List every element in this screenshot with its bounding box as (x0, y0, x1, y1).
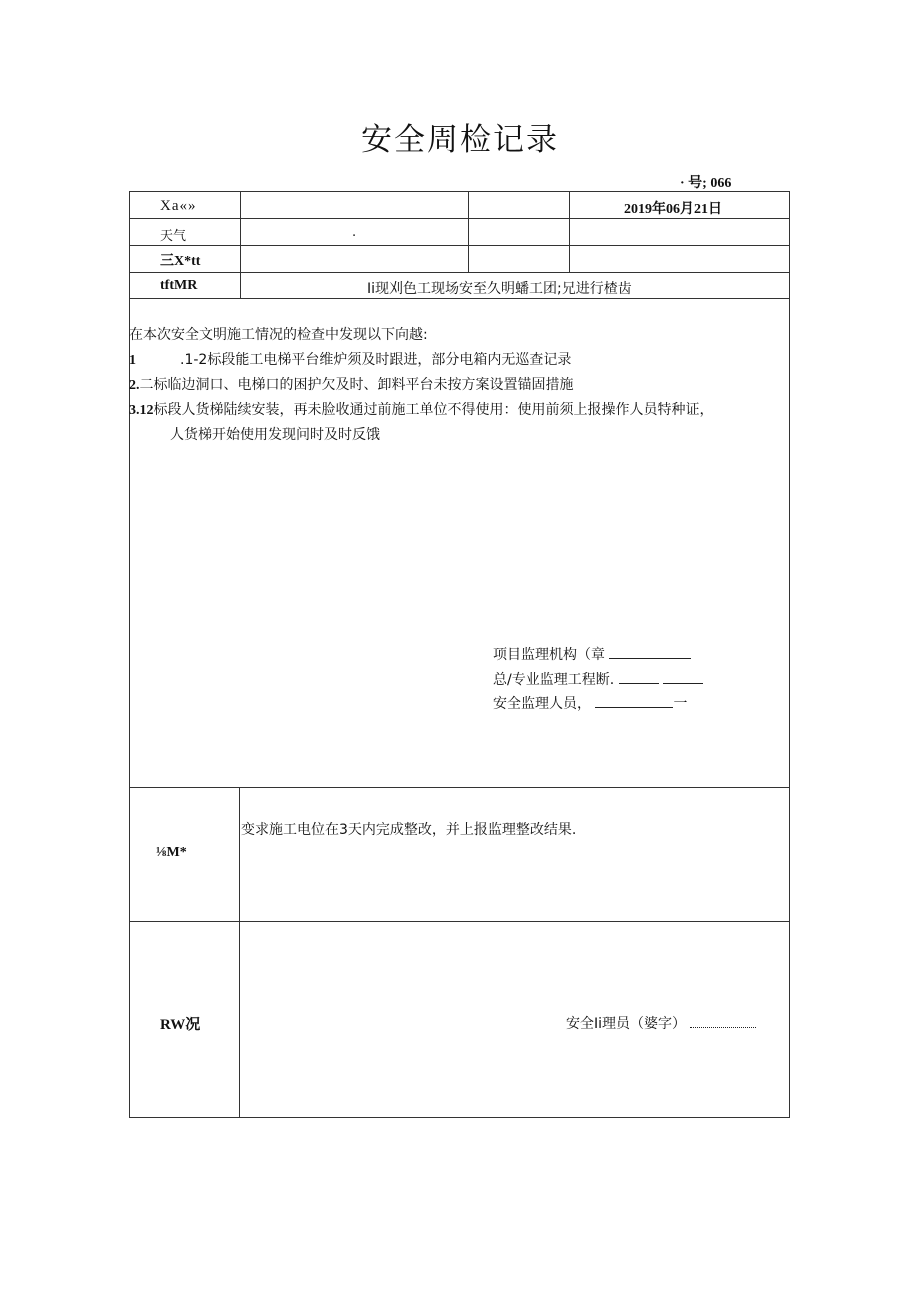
finding-text: 标段人货梯陆续安装，再未脸收通过前施工单位不得使用：使用前须上报操作人员特种证， (153, 402, 714, 418)
review-signer-label: 安全Ii理员（婆字） (566, 1016, 687, 1032)
label-rectification: ⅛M* (156, 845, 187, 860)
blank-line (663, 671, 703, 684)
inspection-content-value: Ii现刈色工现场安至久明蟠工团;兄进行楂齿 (367, 281, 632, 297)
rectification-requirement: 变求施工电位在3天内完成整改，并上报监理整改结果. (241, 822, 577, 838)
finding-number: 2. (129, 378, 140, 393)
signature-engineer (493, 669, 703, 689)
inspection-date: 2019年06月21日 (624, 202, 722, 217)
signature-safety-staff (493, 693, 687, 713)
signature-agency-label: 项目监理机构（章 (493, 647, 605, 663)
label-inspection-location: Xa«» (160, 198, 197, 214)
findings-section (129, 323, 790, 448)
signature-safety-staff-tail: 一 (673, 696, 688, 712)
finding-item (129, 373, 790, 398)
signature-line (690, 1015, 756, 1028)
findings-intro: 在本次安全文明施工情况的检查中发现以下向越: (129, 327, 428, 343)
signature-agency (493, 644, 691, 664)
weather-value: . (352, 225, 357, 240)
label-inspectors: 三X*tt (160, 254, 201, 269)
finding-continuation: 人货梯开始使用发现问时及时反饿 (170, 427, 380, 443)
finding-number: 1 (129, 353, 136, 368)
finding-number: 3.12 (129, 403, 154, 418)
finding-text: 二标临边洞口、电梯口的困护欠及时、卸料平台未按方案设置锚固措施 (139, 377, 574, 393)
finding-text: .1-2标段能工电梯平台维炉须及时跟进，部分电箱内无巡查记录 (180, 352, 572, 368)
blank-line (595, 695, 673, 708)
page-title: 安全周检记录 (361, 122, 559, 158)
label-weather: 天气 (160, 229, 187, 244)
review-signer (566, 1013, 756, 1033)
label-inspection-content: tftMR (160, 278, 198, 293)
blank-line (609, 646, 691, 659)
label-review: RW况 (160, 1017, 201, 1033)
signature-safety-staff-label: 安全监理人员， (493, 696, 591, 712)
document-number: · 号; 066 (680, 176, 732, 191)
finding-item (129, 348, 790, 373)
finding-item (129, 398, 790, 423)
blank-line (619, 671, 659, 684)
signature-engineer-label: 总/专业监理工程断. (493, 672, 615, 688)
